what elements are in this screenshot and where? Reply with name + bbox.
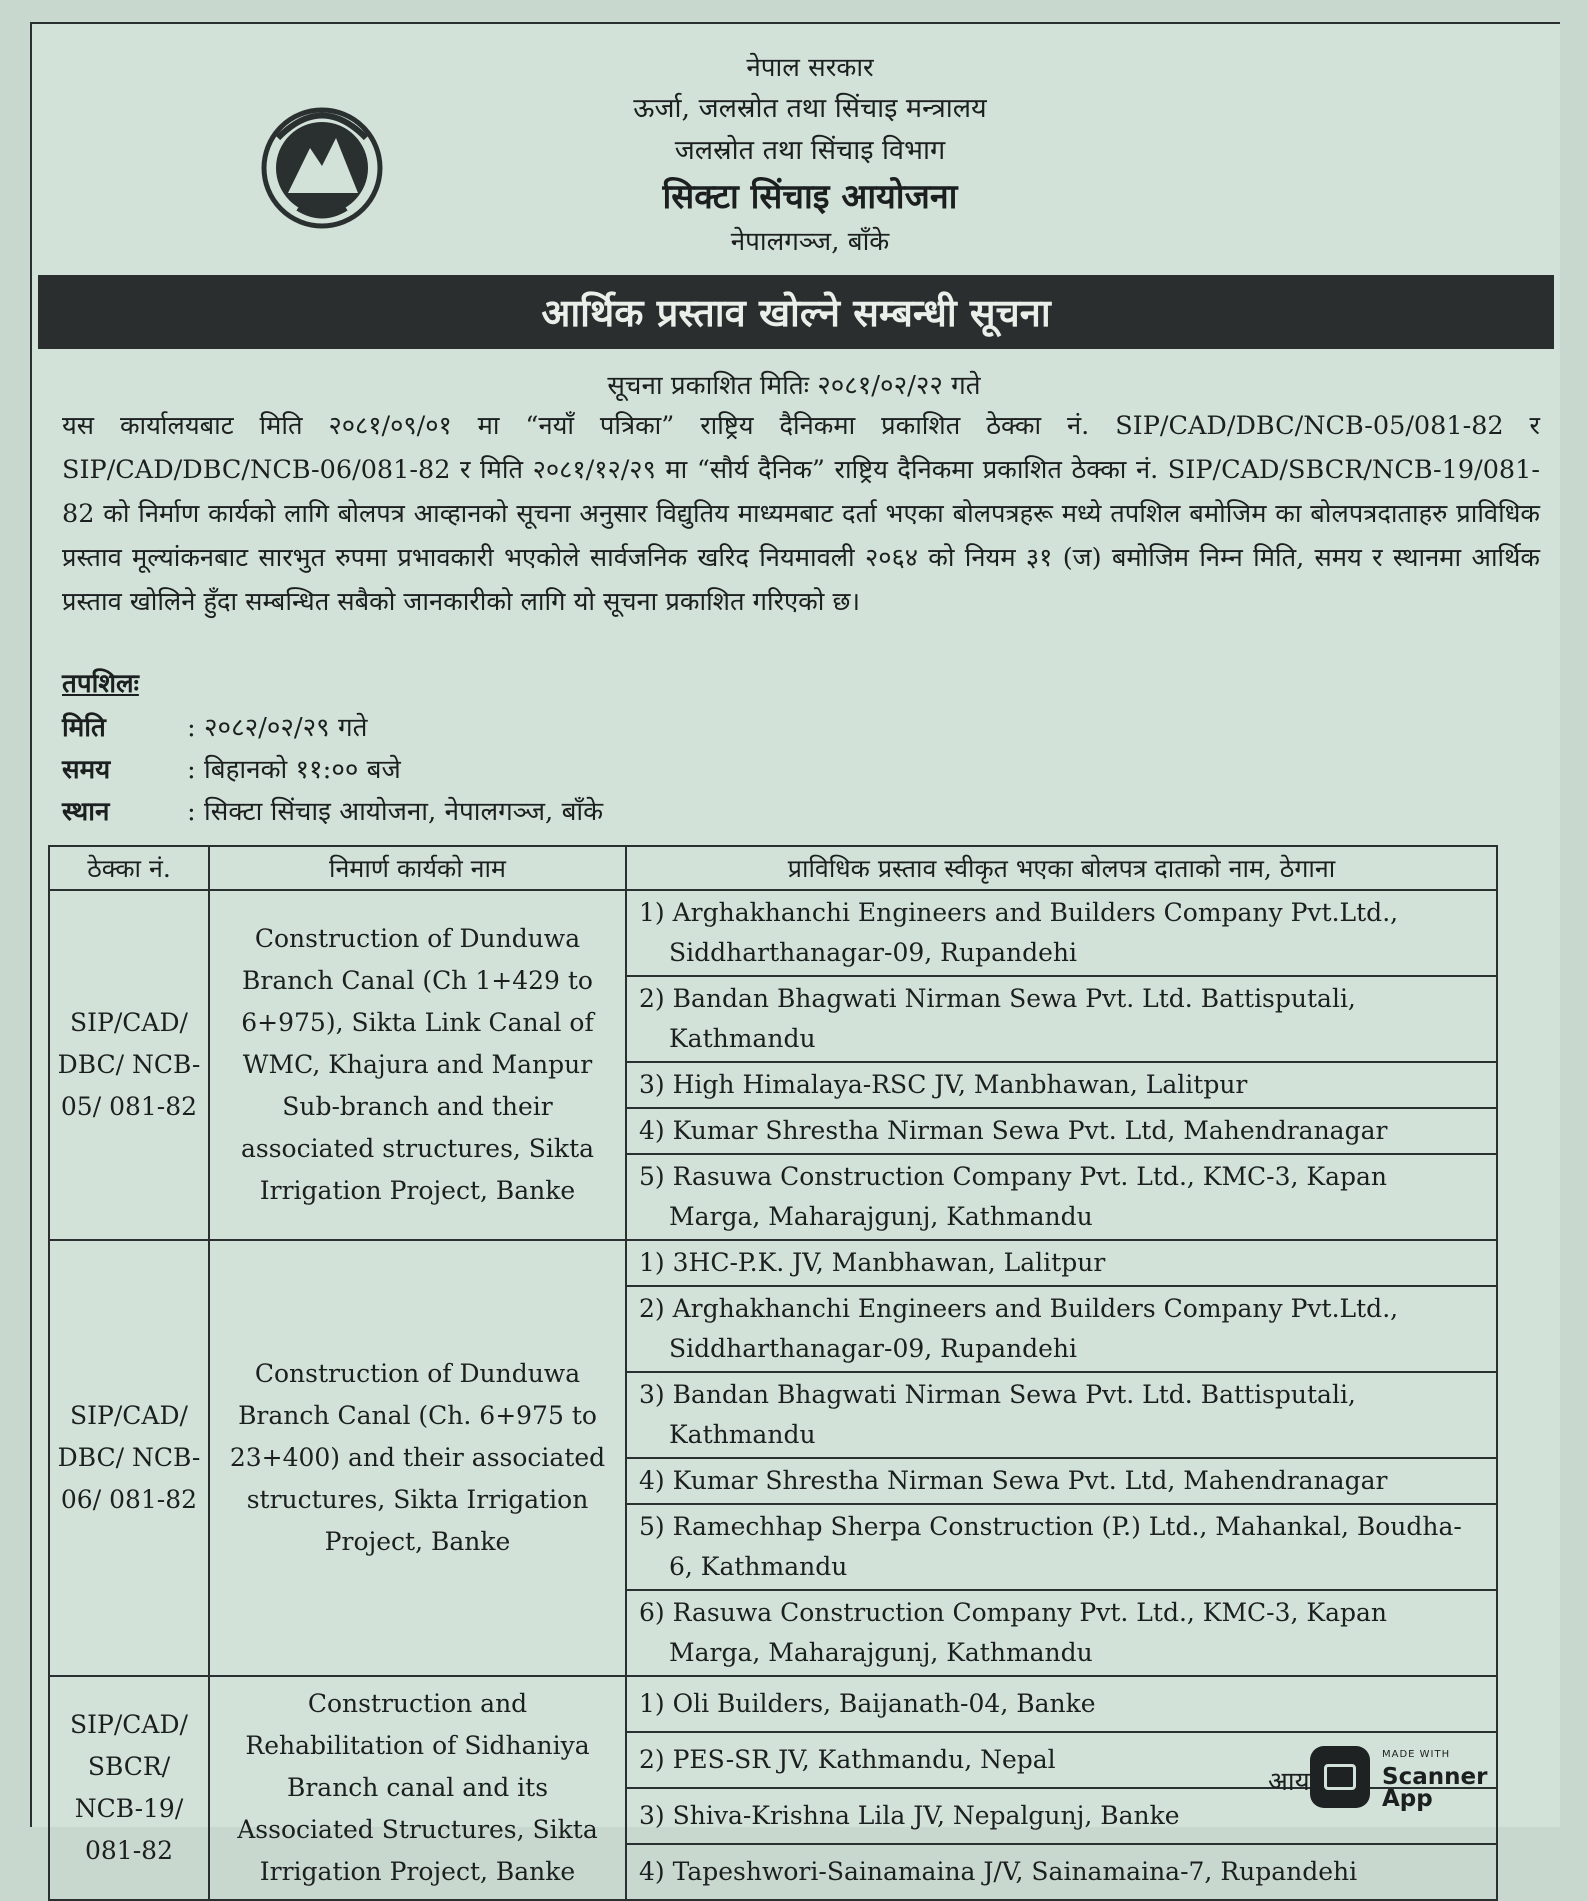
header-bidders: प्राविधिक प्रस्ताव स्वीकृत भएका बोलपत्र दाताको नाम, ठेगाना	[626, 846, 1497, 890]
detail-time-label: समय	[62, 755, 111, 785]
bidder-entry: 2) Arghakhanchi Engineers and Builders Company Pvt.Ltd., Siddharthanagar-09, Rupandehi	[626, 1286, 1497, 1372]
bidder-entry: 1) Arghakhanchi Engineers and Builders Company Pvt.Ltd., Siddharthanagar-09, Rupandehi	[626, 890, 1497, 976]
publication-date: सूचना प्रकाशित मितिः २०८१/०२/२२ गते	[607, 371, 981, 401]
department-name: जलस्रोत तथा सिंचाइ विभाग	[674, 135, 946, 166]
work-name: Construction of Dunduwa Branch Canal (Ch 1+429 to 6+975), Sikta Link Canal of WMC, Khajura and Manpur Sub-branch and their associated structures, Sikta Irrigation Project, Banke	[209, 890, 626, 1240]
bidder-entry: 3) Shiva-Krishna Lila JV, Nepalgunj, Banke	[626, 1788, 1497, 1844]
project-name: सिक्टा सिंचाइ आयोजना	[662, 177, 958, 217]
detail-place-label: स्थान	[62, 797, 110, 827]
work-name: Construction of Dunduwa Branch Canal (Ch. 6+975 to 23+400) and their associated structures, Sikta Irrigation Project, Banke	[209, 1240, 626, 1676]
header-contract-no: ठेक्का नं.	[49, 846, 209, 890]
nepal-emblem-icon	[258, 98, 386, 233]
badge-app-name: Scanner	[1382, 1764, 1488, 1790]
bidder-entry: 2) Bandan Bhagwati Nirman Sewa Pvt. Ltd. Battisputali, Kathmandu	[626, 976, 1497, 1062]
bidder-entry: 4) Tapeshwori-Sainamaina J/V, Sainamaina-7, Rupandehi	[626, 1844, 1497, 1900]
scanner-app-icon	[1310, 1746, 1370, 1808]
bidder-entry: 5) Ramechhap Sherpa Construction (P.) Ltd., Mahankal, Boudha-6, Kathmandu	[626, 1504, 1497, 1590]
bidder-entry: 2) PES-SR JV, Kathmandu, Nepal	[626, 1732, 1497, 1788]
bidder-entry: 6) Rasuwa Construction Company Pvt. Ltd., KMC-3, Kapan Marga, Maharajgunj, Kathmandu	[626, 1590, 1497, 1676]
contract-number: SIP/CAD/ DBC/ NCB-06/ 081-82	[49, 1240, 209, 1676]
detail-place-value: : सिक्टा सिंचाइ आयोजना, नेपालगञ्ज, बाँके	[187, 797, 604, 827]
ministry-name: ऊर्जा, जलस्रोत तथा सिंचाइ मन्त्रालय	[633, 93, 987, 124]
signature-fragment: आय	[1268, 1767, 1310, 1797]
detail-time-value: : बिहानको ११:०० बजे	[187, 755, 401, 785]
table-header-row	[49, 846, 1497, 890]
notice-body: यस कार्यालयबाट मिति २०८१/०९/०१ मा “नयाँ पत्रिका” राष्ट्रिय दैनिकमा प्रकाशित ठेक्का नं. SIP/CAD/DBC/NCB-05/081-82 र SIP/CAD/DBC/NCB-06/081-82 र मिति २०८१/१२/२९ मा “सौर्य दैनिक” राष्ट्रिय दैनिकमा प्रकाशित ठेक्का नं. SIP/CAD/SBCR/NCB-19/081-82 को निर्माण कार्यको लागि बोलपत्र आव्हानको सूचना अनुसार विद्युतिय माध्यमबाट दर्ता भएका बोलपत्रहरू मध्ये तपशिल बमोजिम का बोलपत्रदाताहरु प्राविधिक प्रस्ताव मूल्यांकनबाट सारभुत रुपमा प्रभावकारी भएकोले सार्वजनिक खरिद नियमावली २०६४ को नियम ३१ (ज) बमोजिम निम्न मिति, समय र स्थानमा आर्थिक प्रस्ताव खोलिने हुँदा सम्बन्धित सबैको जानकारीको लागि यो सूचना प्रकाशित गरिएको छ।	[62, 411, 1540, 617]
table-row	[49, 890, 1497, 976]
table-row	[49, 1676, 1497, 1732]
scanner-app-badge	[1310, 1742, 1560, 1812]
notice-header	[460, 48, 1160, 262]
detail-place-row	[62, 792, 603, 828]
bidder-entry: 3) Bandan Bhagwati Nirman Sewa Pvt. Ltd. Battisputali, Kathmandu	[626, 1372, 1497, 1458]
details-heading: तपशिलः	[62, 669, 139, 699]
detail-date-label: मिति	[62, 713, 106, 743]
government-name: नेपाल सरकार	[746, 53, 874, 83]
tender-table	[48, 845, 1498, 1901]
contract-number: SIP/CAD/ DBC/ NCB-05/ 081-82	[49, 890, 209, 1240]
detail-date-value: : २०८२/०२/२९ गते	[187, 713, 368, 743]
work-name: Construction and Rehabilitation of Sidhaniya Branch canal and its Associated Structures, Sikta Irrigation Project, Banke	[209, 1676, 626, 1900]
badge-made-with: MADE WITH	[1382, 1749, 1451, 1760]
detail-time-row	[62, 750, 401, 786]
bidder-entry: 1) 3HC-P.K. JV, Manbhawan, Lalitpur	[626, 1240, 1497, 1286]
bidder-entry: 4) Kumar Shrestha Nirman Sewa Pvt. Ltd, Mahendranagar	[626, 1458, 1497, 1504]
detail-date-row	[62, 708, 367, 744]
badge-app-name-2: App	[1382, 1786, 1433, 1812]
bidder-entry: 5) Rasuwa Construction Company Pvt. Ltd., KMC-3, Kapan Marga, Maharajgunj, Kathmandu	[626, 1154, 1497, 1240]
office-location: नेपालगञ्ज, बाँके	[730, 227, 890, 257]
bidder-entry: 3) High Himalaya-RSC JV, Manbhawan, Lalitpur	[626, 1062, 1497, 1108]
table-row	[49, 1240, 1497, 1286]
contract-number: SIP/CAD/ SBCR/ NCB-19/ 081-82	[49, 1676, 209, 1900]
notice-title-banner: आर्थिक प्रस्ताव खोल्ने सम्बन्धी सूचना	[38, 275, 1554, 349]
header-work-name: निमार्ण कार्यको नाम	[209, 846, 626, 890]
bidder-entry: 4) Kumar Shrestha Nirman Sewa Pvt. Ltd, Mahendranagar	[626, 1108, 1497, 1154]
bidder-entry: 1) Oli Builders, Baijanath-04, Banke	[626, 1676, 1497, 1732]
